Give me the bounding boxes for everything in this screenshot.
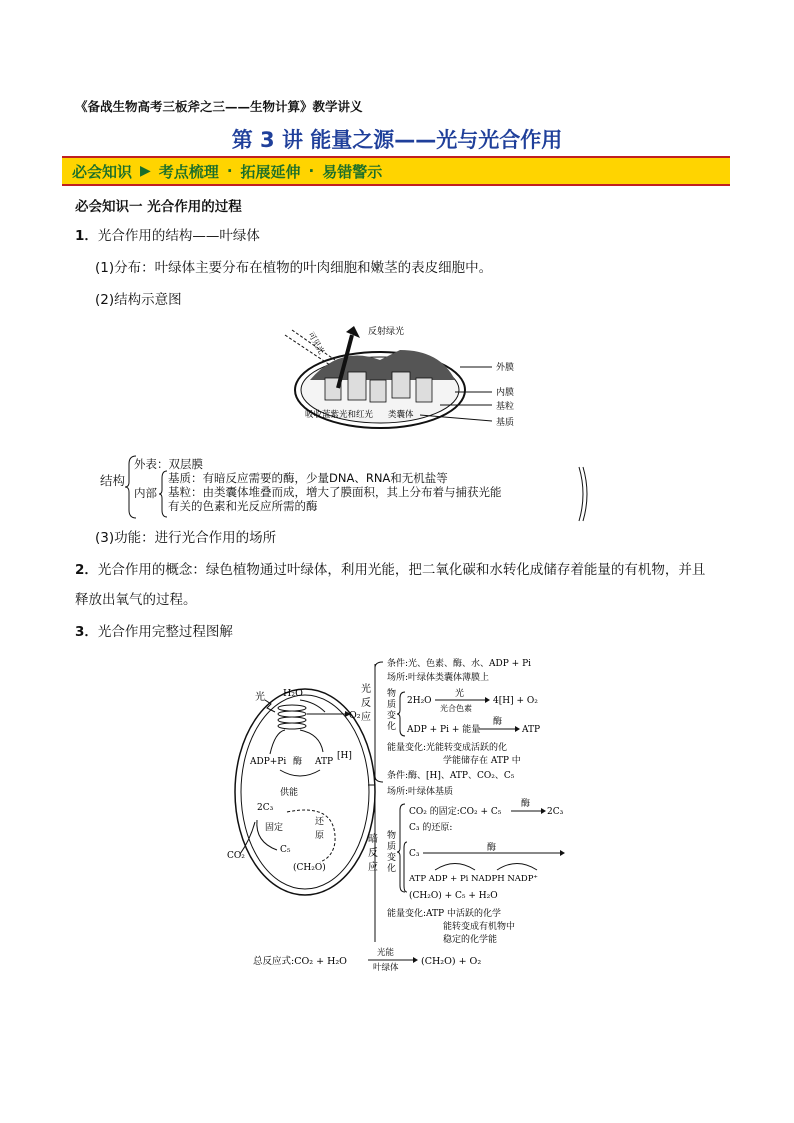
fix-label: 固定 <box>265 823 284 833</box>
dr-mat-4: 化 <box>387 864 397 874</box>
paragraph-2 <box>75 560 705 580</box>
lr-eq2-right: ATP <box>522 725 541 735</box>
stroma-label: 基质 <box>496 418 515 428</box>
lr-eq1-top: 光 <box>455 689 465 699</box>
banner-dot: · <box>308 162 315 180</box>
dr-mat-1: 物 <box>387 831 397 841</box>
dr-fix-right: 2C₃ <box>547 807 564 817</box>
section-banner <box>62 156 730 186</box>
light-rxn-1: 光 <box>361 684 371 695</box>
lr-mat-2: 质 <box>387 700 397 710</box>
lr-mat-4: 化 <box>387 722 397 732</box>
lr-mat-3: 变 <box>387 711 397 721</box>
paragraph-1-2: (2)结构示意图 <box>95 292 182 308</box>
dr-mat-3: 变 <box>387 853 397 863</box>
lr-energy-1: 能量变化:光能转变成活跃的化 <box>387 743 508 753</box>
inner-membrane-label: 内膜 <box>496 388 515 398</box>
dr-energy-1: 能量变化:ATP 中活跃的化学 <box>387 909 501 919</box>
item-number: 2． <box>75 562 98 578</box>
lr-eq1-right: 4[H] + O₂ <box>493 696 538 706</box>
dr-fix-top: 酶 <box>521 799 531 809</box>
lr-eq2-top: 酶 <box>493 717 503 727</box>
struct-root: 结构 <box>100 473 126 488</box>
paragraph-1 <box>75 226 260 246</box>
lr-eq2-left: ADP + Pi + 能量 <box>407 725 481 735</box>
ch2o-label: (CH₂O) <box>293 863 326 873</box>
dr-reduce-top: 酶 <box>487 843 497 853</box>
enzyme-label: 酶 <box>293 757 303 767</box>
struct-granum-2: 有关的色素和光反应所需的酶 <box>168 499 318 513</box>
banner-item-extend: 拓展延伸 <box>240 162 301 181</box>
h2o-label: H₂O <box>283 688 303 699</box>
section-title: 必会知识一 光合作用的过程 <box>75 199 242 215</box>
paragraph-3 <box>75 622 233 642</box>
absorb-label: 吸收蓝紫光和红光 <box>305 410 374 420</box>
light-label: 可见光 <box>306 330 327 356</box>
photosynthesis-process-figure <box>225 652 570 972</box>
total-right: (CH₂O) + O₂ <box>421 956 482 967</box>
reduce-label: 还 <box>315 817 325 827</box>
light-rxn-3: 应 <box>361 712 371 723</box>
dr-energy-2: 能转变成有机物中 <box>443 922 516 932</box>
thylakoid-label: 类囊体 <box>388 410 414 420</box>
adp-label: ADP+Pi <box>250 757 287 767</box>
atp-label: ATP <box>315 757 334 767</box>
structure-bracket <box>100 452 600 522</box>
o2-label: O₂ <box>349 710 361 721</box>
granum-label: 基粒 <box>496 402 515 412</box>
paragraph-2b: 释放出氧气的过程。 <box>75 592 197 608</box>
c3-2-label: 2C₃ <box>257 803 274 813</box>
dr-place: 场所:叶绿体基质 <box>387 787 454 797</box>
banner-item-know: 必会知识 <box>72 162 133 181</box>
lr-mat-1: 物 <box>387 689 397 699</box>
item-number: 1． <box>75 228 98 244</box>
h-label: [H] <box>337 751 352 761</box>
item-text: 光合作用的结构——叶绿体 <box>97 228 260 244</box>
chloroplast-structure-figure <box>270 320 530 435</box>
item-text: 光合作用完整过程图解 <box>97 624 233 640</box>
banner-item-warn: 易错警示 <box>322 162 383 181</box>
supply-label: 供能 <box>280 788 299 798</box>
struct-matrix: 基质：有暗反应需要的酶，少量DNA、RNA和无机盐等 <box>168 471 448 485</box>
reduce2-label: 原 <box>315 831 325 841</box>
c5-label: C₅ <box>280 845 291 855</box>
dark-rxn-3: 应 <box>368 862 378 873</box>
total-bottom: 叶绿体 <box>373 963 399 972</box>
dr-atp-row: ATP ADP + Pi NADPH NADP⁺ <box>409 874 538 884</box>
dr-energy-3: 稳定的化学能 <box>443 935 498 945</box>
dr-mat-2: 质 <box>387 842 397 852</box>
lr-energy-2: 学能储存在 ATP 中 <box>443 756 521 766</box>
struct-granum: 基粒：由类囊体堆叠而成，增大了膜面积，其上分布着与捕获光能 <box>168 485 502 499</box>
banner-item-points: 考点梳理 <box>158 162 219 181</box>
paragraph-1-1: (1)分布：叶绿体主要分布在植物的叶肉细胞和嫩茎的表皮细胞中。 <box>95 260 493 276</box>
dark-rxn-2: 反 <box>368 848 378 859</box>
play-arrow-icon: ▶ <box>140 163 151 179</box>
struct-inner: 内部 <box>134 486 157 500</box>
lr-place: 场所:叶绿体类囊体薄膜上 <box>387 673 490 683</box>
page-title: 第 3 讲 能量之源——光与光合作用 <box>231 128 563 152</box>
dr-fix: CO₂ 的固定:CO₂ + C₅ <box>409 807 502 817</box>
dark-rxn-1: 暗 <box>368 834 378 845</box>
total-left: 总反应式:CO₂ + H₂O <box>253 956 347 967</box>
total-top: 光能 <box>377 948 395 958</box>
item-number: 3． <box>75 624 98 640</box>
dr-condition: 条件:酶、[H]、ATP、CO₂、C₅ <box>387 771 515 781</box>
right-paren-icon <box>578 466 590 522</box>
outer-membrane-label: 外膜 <box>496 363 515 373</box>
light-label: 光 <box>255 692 265 703</box>
lr-eq1-bottom: 光合色素 <box>440 704 472 713</box>
reflect-label: 反射绿光 <box>368 327 405 337</box>
dr-reduce: C₃ 的还原: <box>409 823 453 833</box>
struct-outer: 外表：双层膜 <box>134 457 203 471</box>
lr-eq1-left: 2H₂O <box>407 696 432 706</box>
light-rxn-2: 反 <box>361 698 371 709</box>
paragraph-1-3: (3)功能：进行光合作用的场所 <box>95 530 277 546</box>
brace-icon <box>158 470 168 518</box>
series-header: 《备战生物高考三板斧之三——生物计算》教学讲义 <box>75 99 363 114</box>
lr-condition: 条件:光、色素、酶、水、ADP + Pi <box>387 659 532 669</box>
dr-c3: C₃ <box>409 849 420 859</box>
co2-label: CO₂ <box>227 851 245 861</box>
item-text: 光合作用的概念：绿色植物通过叶绿体，利用光能，把二氧化碳和水转化成储存着能量的有机物，并且 <box>97 562 706 578</box>
dr-products: (CH₂O) + C₅ + H₂O <box>409 891 498 901</box>
banner-dot: · <box>226 162 233 180</box>
